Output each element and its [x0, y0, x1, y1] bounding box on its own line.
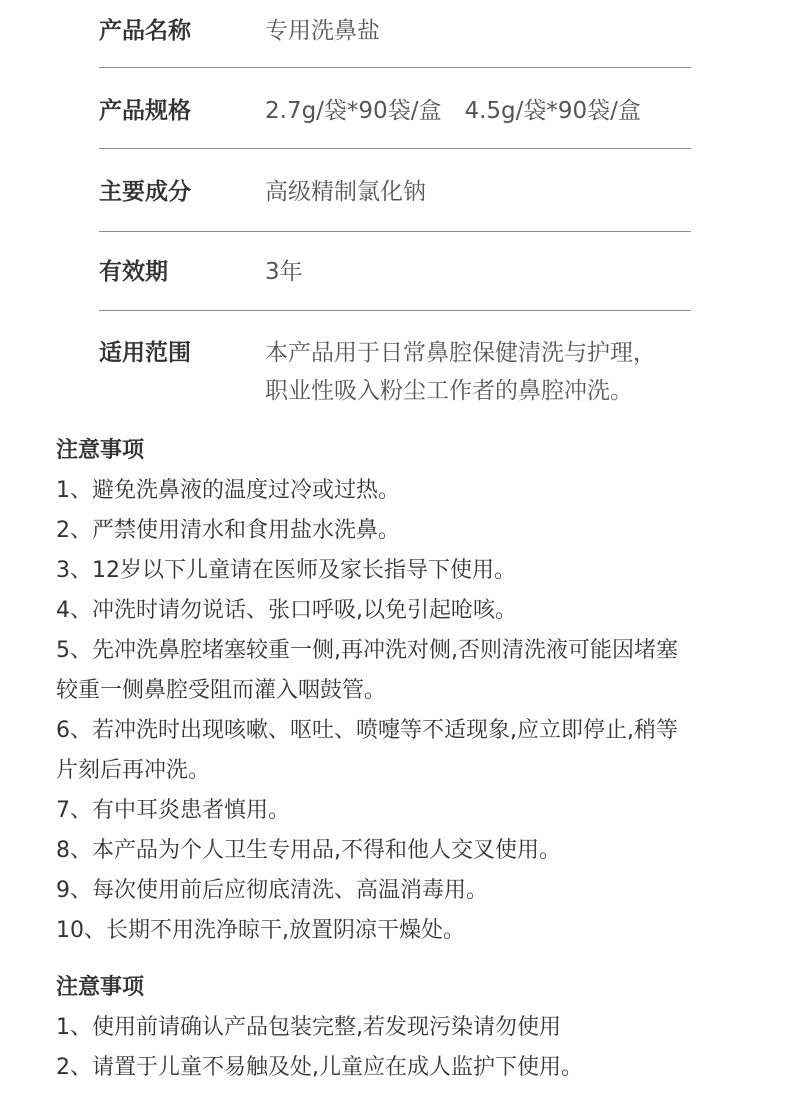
spec-row-spec [99, 68, 691, 149]
note-item: 5、先冲洗鼻腔堵塞较重一侧,再冲洗对侧,否则清洗液可能因堵塞 [56, 638, 678, 663]
spec-row-name [99, 0, 691, 68]
note-item: 4、冲洗时请勿说话、张口呼吸,以免引起呛咳。 [56, 598, 517, 623]
spec-row-expiry [99, 232, 691, 311]
spec-value: 3年 [265, 259, 303, 285]
note-item: 10、长期不用洗净晾干,放置阴凉干燥处。 [56, 918, 465, 943]
section-title: 注意事项 [56, 975, 145, 1000]
note-item: 2、请置于儿童不易触及处,儿童应在成人监护下使用。 [56, 1055, 583, 1080]
note-item: 片刻后再冲洗。 [56, 758, 211, 783]
spec-label: 适用范围 [99, 340, 191, 366]
spec-value-line: 职业性吸入粉尘工作者的鼻腔冲洗。 [265, 378, 633, 404]
spec-label: 产品名称 [99, 18, 191, 44]
note-item: 1、避免洗鼻液的温度过冷或过热。 [56, 478, 400, 503]
spec-value: 高级精制氯化钠 [265, 179, 426, 205]
note-item: 2、严禁使用清水和食用盐水洗鼻。 [56, 518, 400, 543]
spec-label: 产品规格 [99, 98, 191, 124]
section-title: 注意事项 [56, 438, 145, 463]
note-item: 8、本产品为个人卫生专用品,不得和他人交叉使用。 [56, 838, 561, 863]
note-item: 6、若冲洗时出现咳嗽、呕吐、喷嚏等不适现象,应立即停止,稍等 [56, 718, 678, 743]
spec-value: 2.7g/袋*90袋/盒 4.5g/袋*90袋/盒 [265, 98, 641, 124]
note-item: 9、每次使用前后应彻底清洗、高温消毒用。 [56, 878, 488, 903]
spec-label: 主要成分 [99, 179, 191, 205]
note-item: 1、使用前请确认产品包装完整,若发现污染请勿使用 [56, 1015, 561, 1040]
spec-value: 专用洗鼻盐 [265, 18, 380, 44]
notes-section-usage [56, 431, 766, 951]
note-item: 3、12岁以下儿童请在医师及家长指导下使用。 [56, 558, 516, 583]
spec-value-line: 本产品用于日常鼻腔保健清洗与护理， [265, 340, 656, 366]
spec-row-ingredient [99, 149, 691, 232]
note-item: 7、有中耳炎患者慎用。 [56, 798, 290, 823]
note-item: 较重一侧鼻腔受阻而灌入咽鼓管。 [56, 678, 387, 703]
notes-section-safety [56, 968, 766, 1088]
spec-label: 有效期 [99, 259, 168, 285]
spec-row-scope [99, 311, 691, 421]
spec-table [99, 0, 691, 421]
